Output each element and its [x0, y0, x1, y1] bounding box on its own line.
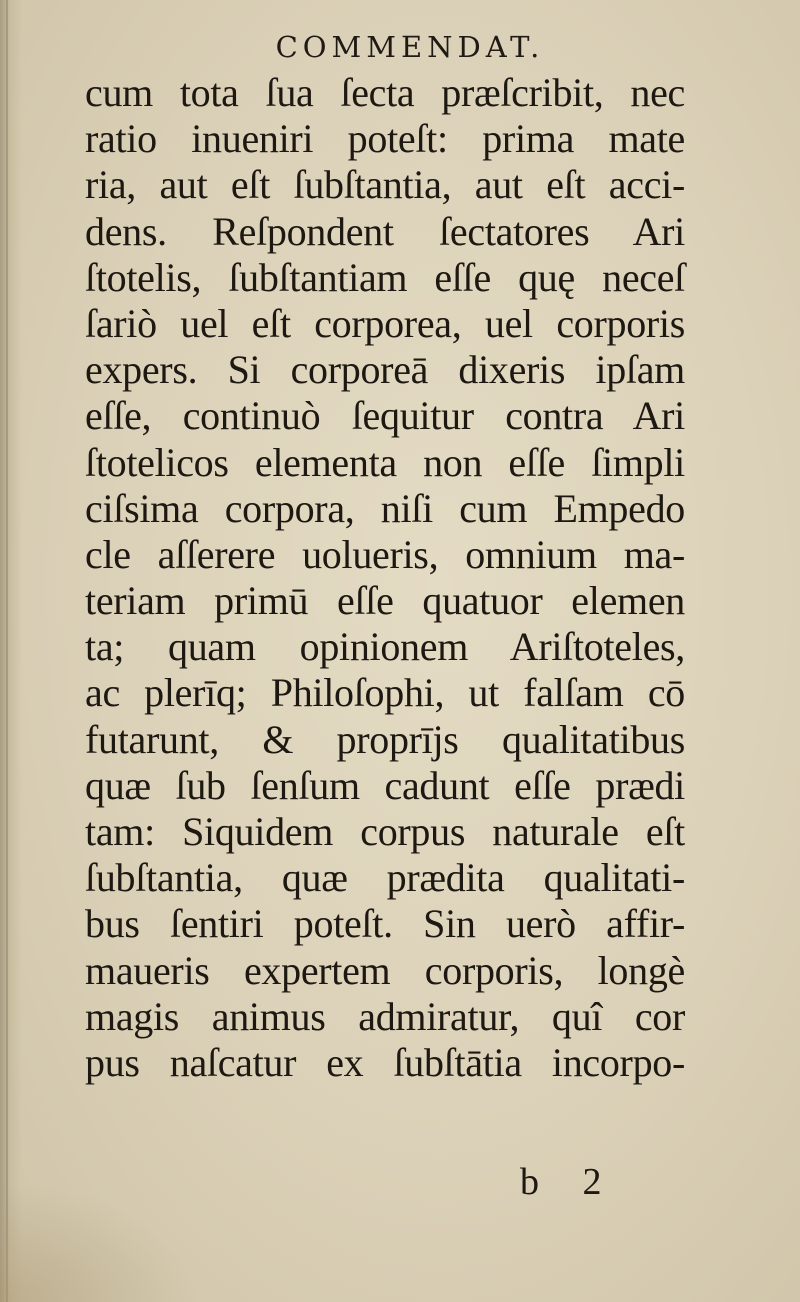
text-line: ſtotelicos elementa non eſſe ſimpli	[85, 439, 685, 485]
gutter-shadow	[0, 0, 22, 1302]
text-line: maueris expertem corporis, longè	[85, 947, 685, 993]
text-line: cle aſſerere uolueris, omnium ma-	[85, 531, 685, 577]
paper-stain	[0, 1180, 200, 1302]
text-line: ſtotelis, ſubſtantiam eſſe quę neceſ	[85, 254, 685, 300]
text-line: ſariò uel eſt corporea, uel corporis	[85, 300, 685, 346]
gutter-line	[6, 0, 8, 1302]
text-line: ria, aut eſt ſubſtantia, aut eſt acci-	[85, 162, 685, 208]
text-line: quæ ſub ſenſum cadunt eſſe prædi	[85, 762, 685, 808]
text-line: teriam primū eſſe quatuor elemen	[85, 578, 685, 624]
text-line: tam: Siquidem corpus naturale eſt	[85, 809, 685, 854]
text-line: expers. Si corporeā dixeris ipſam	[85, 347, 685, 393]
text-line: ta; quam opinionem Ariſtoteles,	[85, 624, 685, 670]
text-line: pus naſcatur ex ſubſtātia incorpo-	[85, 1039, 685, 1085]
text-line: cum tota ſua ſecta præſcribit, nec	[85, 70, 685, 115]
text-line: dens. Reſpondent ſectatores Ari	[85, 208, 685, 254]
signature-mark: b 2	[520, 1161, 602, 1203]
body-text	[85, 70, 685, 1086]
running-title: COMMENDAT.	[275, 30, 545, 64]
text-line: bus ſentiri poteſt. Sin uerò affir-	[85, 901, 685, 947]
text-line: eſſe, continuò ſequitur contra Ari	[85, 393, 685, 439]
text-line: ciſsima corpora, niſi cum Empedo	[85, 485, 685, 531]
text-line: futarunt, & proprījs qualitatibus	[85, 716, 685, 762]
text-line: ratio inueniri poteſt: prima mate	[85, 116, 685, 162]
text-line: ac plerīq; Philoſophi, ut falſam cō	[85, 670, 685, 716]
text-line: ſubſtantia, quæ prædita qualitati-	[85, 855, 685, 901]
text-line: magis animus admiratur, quî cor	[85, 993, 685, 1039]
